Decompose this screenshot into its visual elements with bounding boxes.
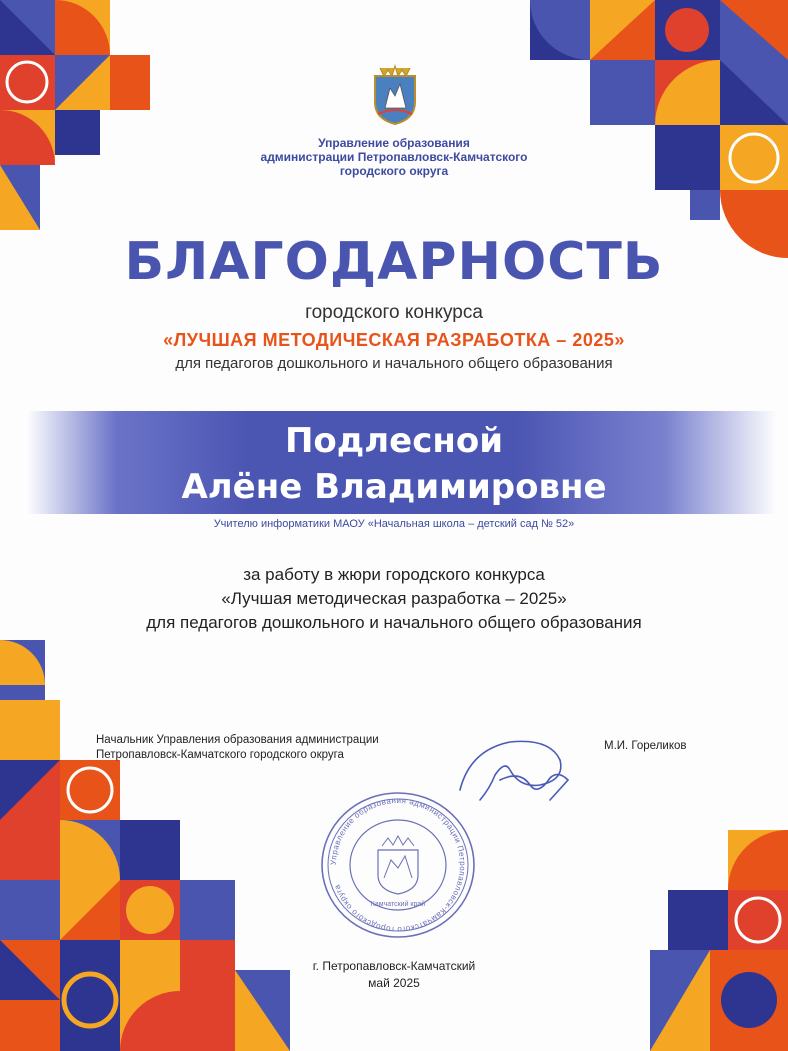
seal-outer-text: Управление образования администрации Петропавловск-Камчатского городского округа bbox=[328, 795, 468, 935]
decorative-corner-top-right bbox=[530, 0, 788, 260]
place-and-date bbox=[0, 958, 788, 992]
reason-line-1: за работу в жюри городского конкурса bbox=[243, 565, 545, 584]
award-reason bbox=[0, 563, 788, 635]
contest-name: «ЛУЧШАЯ МЕТОДИЧЕСКАЯ РАЗРАБОТКА – 2025» bbox=[163, 330, 625, 350]
organization-line-3: городского округа bbox=[339, 164, 449, 178]
decorative-corner-top-left bbox=[0, 0, 150, 230]
organization-name bbox=[0, 136, 788, 178]
official-seal-icon bbox=[318, 790, 478, 940]
contest-intro: городского конкурса bbox=[305, 302, 483, 323]
reason-line-3: для педагогов дошкольного и начального общего образования bbox=[146, 613, 642, 632]
signatory-title-line-1: Начальник Управления образования администрации bbox=[96, 734, 379, 746]
reason-line-2: «Лучшая методическая разработка – 2025» bbox=[221, 589, 567, 608]
signatory-title-line-2: Петропавловск-Камчатского городского округа bbox=[96, 749, 344, 761]
issue-date: май 2025 bbox=[368, 976, 420, 990]
signatory-name: М.И. Гореликов bbox=[604, 740, 687, 752]
organization-line-2: администрации Петропавловск-Камчатского bbox=[260, 150, 528, 164]
recipient-position: Учителю информатики МАОУ «Начальная школа – детский сад № 52» bbox=[213, 518, 575, 530]
certificate-title: БЛАГОДАРНОСТЬ bbox=[124, 232, 664, 292]
decorative-corner-bottom-right bbox=[650, 830, 788, 1051]
recipient-given-names: Алёне Владимировне bbox=[181, 467, 607, 507]
recipient-surname: Подлесной bbox=[284, 421, 504, 461]
coat-of-arms-icon bbox=[370, 64, 420, 126]
signatory-title bbox=[96, 733, 379, 763]
seal-inner-text: Камчатский край bbox=[370, 901, 426, 908]
contest-audience: для педагогов дошкольного и начального общего образования bbox=[175, 355, 613, 372]
place-city: г. Петропавловск-Камчатский bbox=[312, 959, 476, 973]
organization-line-1: Управление образования bbox=[318, 136, 470, 150]
